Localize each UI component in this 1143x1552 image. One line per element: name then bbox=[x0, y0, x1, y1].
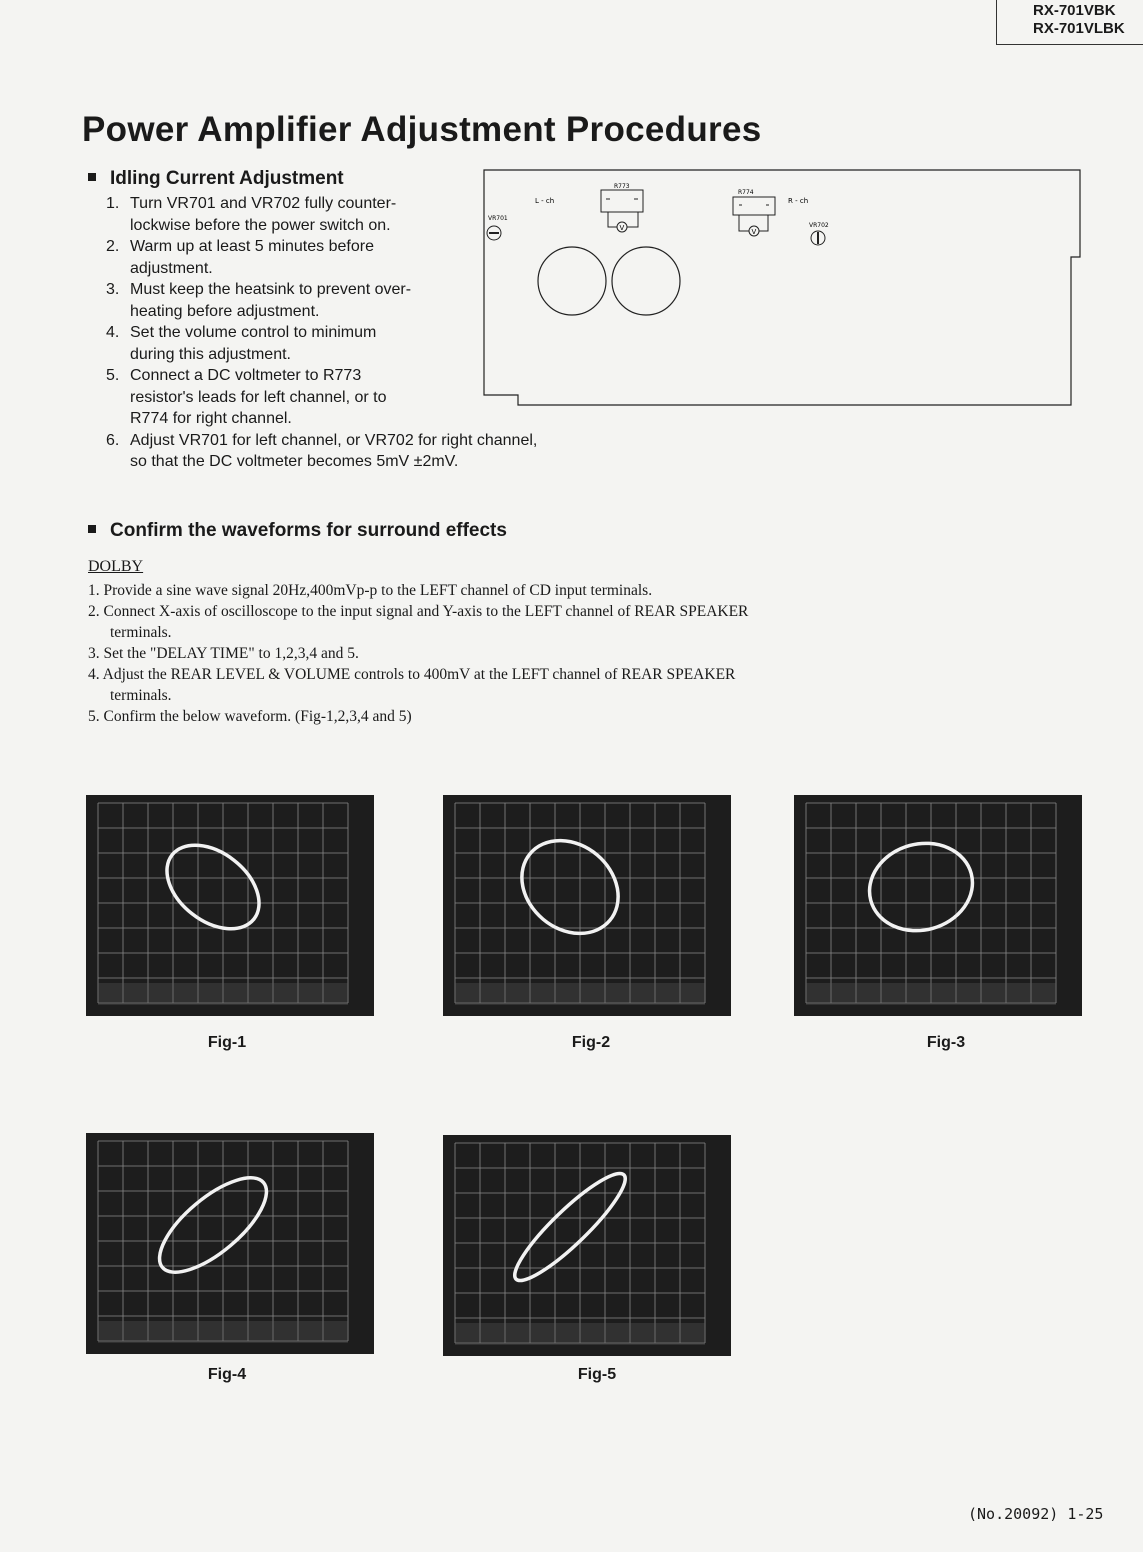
bullet-icon bbox=[88, 173, 96, 181]
step-line: Warm up at least 5 minutes before bbox=[130, 238, 374, 255]
model-number-box bbox=[996, 0, 1143, 45]
model-line-1: RX-701VBK bbox=[1033, 2, 1116, 19]
page-number: (No.20092) 1-25 bbox=[968, 1505, 1104, 1523]
step-line: so that the DC voltmeter becomes 5mV ±2mV. bbox=[130, 453, 459, 470]
pcb-r774-label: R774 bbox=[738, 189, 754, 196]
oscilloscope-graticule bbox=[86, 795, 374, 1016]
pcb-vr701-label: VR701 bbox=[488, 215, 508, 222]
step-line: Must keep the heatsink to prevent over- bbox=[130, 281, 412, 298]
figure-caption: Fig-2 bbox=[571, 1034, 611, 1051]
lissajous-trace bbox=[860, 832, 983, 942]
pcb-r773-label: R773 bbox=[614, 183, 630, 190]
svg-text:V: V bbox=[619, 224, 625, 232]
oscilloscope-screen bbox=[86, 795, 374, 1016]
pcb-rch-label: R - ch bbox=[788, 197, 809, 205]
surround-steps-list bbox=[88, 580, 768, 727]
pcb-vr702-label: VR702 bbox=[809, 222, 829, 229]
step-line: Adjust VR701 for left channel, or VR702 for right channel, bbox=[130, 431, 538, 449]
oscilloscope-screen bbox=[443, 1135, 731, 1356]
surround-heading bbox=[88, 520, 507, 542]
oscilloscope-screen bbox=[86, 1133, 374, 1354]
surround-heading-text: Confirm the waveforms for surround effects bbox=[110, 520, 507, 541]
dolby-subheading: DOLBY bbox=[88, 558, 144, 575]
page-title: Power Amplifier Adjustment Procedures bbox=[82, 110, 762, 149]
oscilloscope-graticule bbox=[443, 1135, 731, 1356]
svg-text:V: V bbox=[751, 228, 757, 236]
oscilloscope-screen bbox=[443, 795, 731, 1016]
figure-caption: Fig-1 bbox=[207, 1034, 247, 1051]
surround-step: 1. Provide a sine wave signal 20Hz,400mVp-p to the LEFT channel of CD input terminals. bbox=[88, 582, 653, 599]
step-number: 3. bbox=[106, 281, 120, 298]
step-line: Set the volume control to minimum bbox=[130, 324, 377, 341]
power-transistor-left bbox=[538, 247, 606, 315]
step-line: lockwise before the power switch on. bbox=[130, 216, 391, 234]
pcb-lch-label: L - ch bbox=[535, 197, 555, 205]
figure-caption: Fig-4 bbox=[207, 1366, 247, 1383]
pcb-diagram bbox=[483, 169, 1083, 409]
step-line: Connect a DC voltmeter to R773 bbox=[130, 367, 362, 384]
step-number: 4. bbox=[106, 324, 120, 341]
idling-step bbox=[106, 430, 656, 473]
lissajous-trace bbox=[145, 1162, 281, 1288]
oscilloscope-graticule bbox=[443, 795, 731, 1016]
surround-step: 3. Set the "DELAY TIME" to 1,2,3,4 and 5. bbox=[88, 645, 359, 662]
surround-step: 2. Connect X-axis of oscilloscope to the input signal and Y-axis to the LEFT channel of REAR SPEAKER terminals. bbox=[88, 603, 749, 641]
step-line: Turn VR701 and VR702 fully counter- bbox=[130, 195, 397, 212]
step-number: 1. bbox=[106, 195, 120, 212]
oscilloscope-screen bbox=[794, 795, 1082, 1016]
figure-caption: Fig-5 bbox=[577, 1366, 617, 1383]
oscilloscope-graticule bbox=[86, 1133, 374, 1354]
lissajous-trace bbox=[504, 1163, 636, 1292]
idling-heading bbox=[88, 168, 344, 190]
step-number: 6. bbox=[106, 431, 120, 449]
surround-step: 4. Adjust the REAR LEVEL & VOLUME controls to 400mV at the LEFT channel of REAR SPEAKER terminals. bbox=[88, 666, 736, 704]
bullet-icon bbox=[88, 525, 96, 533]
step-line: R774 for right channel. bbox=[130, 410, 292, 427]
step-number: 5. bbox=[106, 367, 120, 384]
oscilloscope-graticule bbox=[794, 795, 1082, 1016]
step-line: resistor's leads for left channel, or to bbox=[130, 388, 387, 406]
surround-step: 5. Confirm the below waveform. (Fig-1,2,3,4 and 5) bbox=[88, 708, 412, 725]
model-line-2: RX-701VLBK bbox=[1033, 20, 1125, 37]
r773-resistor bbox=[601, 190, 643, 212]
step-number: 2. bbox=[106, 238, 120, 255]
step-line: during this adjustment. bbox=[130, 345, 291, 363]
step-line: adjustment. bbox=[130, 259, 213, 277]
lissajous-trace bbox=[503, 821, 637, 952]
figure-caption: Fig-3 bbox=[926, 1034, 966, 1051]
power-transistor-right bbox=[612, 247, 680, 315]
r774-resistor bbox=[733, 197, 775, 215]
step-line: heating before adjustment. bbox=[130, 302, 320, 320]
idling-heading-text: Idling Current Adjustment bbox=[110, 168, 344, 189]
